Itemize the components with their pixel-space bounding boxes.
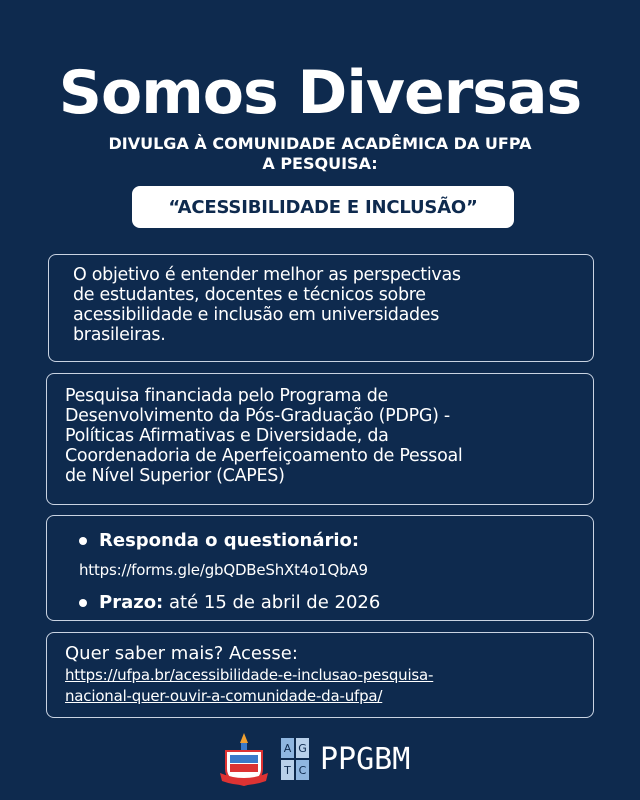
agtc-letter-c: C (298, 764, 307, 777)
agtc-letter-t: T (284, 764, 291, 777)
more-info-link-line-1[interactable]: https://ufpa.br/acessibilidade-e-inclusao-pesquisa- (65, 666, 434, 684)
funding-line-2: Desenvolvimento da Pós-Graduação (PDPG) - (65, 406, 450, 426)
objective-line-2: de estudantes, docentes e técnicos sobre (73, 285, 426, 305)
form-link[interactable]: https://forms.gle/gbQDBeShXt4o1QbA9 (79, 561, 368, 579)
subtitle-line-2: A PESQUISA: (262, 154, 378, 173)
more-info-label: Quer saber mais? Acesse: (65, 643, 298, 664)
funding-text (65, 386, 575, 486)
funding-line-3: Políticas Afirmativas e Diversidade, da (65, 426, 389, 446)
more-info-link-line-2[interactable]: nacional-quer-ouvir-a-comunidade-da-ufpa/ (65, 687, 383, 705)
objective-line-3: acessibilidade e inclusão em universidades (73, 305, 440, 325)
funding-line-1: Pesquisa financiada pelo Programa de (65, 386, 389, 406)
bullet-icon (79, 599, 87, 607)
objective-line-4: brasileiras. (73, 325, 166, 345)
deadline-label: Prazo: (99, 592, 164, 613)
bullet-icon (79, 537, 87, 545)
agtc-letter-g: G (298, 742, 307, 755)
objective-line-1: O objetivo é entender melhor as perspectivas (73, 265, 461, 285)
respond-label: Responda o questionário: (99, 530, 360, 551)
funding-line-5: de Nível Superior (CAPES) (65, 466, 285, 486)
program-name: PPGBM (320, 741, 411, 777)
agtc-logo-icon (280, 737, 310, 781)
footer-logos (218, 730, 410, 788)
objective-text (73, 265, 569, 345)
ufpa-crest-icon (218, 731, 270, 787)
more-info-card (46, 632, 594, 718)
funding-line-4: Coordenadoria de Aperfeiçoamento de Pessoal (65, 446, 463, 466)
deadline-value: até 15 de abril de 2026 (163, 592, 381, 613)
subtitle (0, 134, 640, 174)
subtitle-line-1: DIVULGA À COMUNIDADE ACADÊMICA DA UFPA (108, 134, 532, 153)
research-name-badge: “ACESSIBILIDADE E INCLUSÃO” (132, 186, 514, 228)
respond-item (65, 530, 575, 552)
page-title: Somos Diversas (58, 58, 582, 128)
agtc-letter-a: A (283, 742, 292, 755)
objective-card (48, 254, 594, 362)
deadline-item (65, 592, 575, 614)
more-info-link[interactable] (65, 665, 575, 707)
funding-card (46, 373, 594, 505)
survey-card (46, 515, 594, 621)
